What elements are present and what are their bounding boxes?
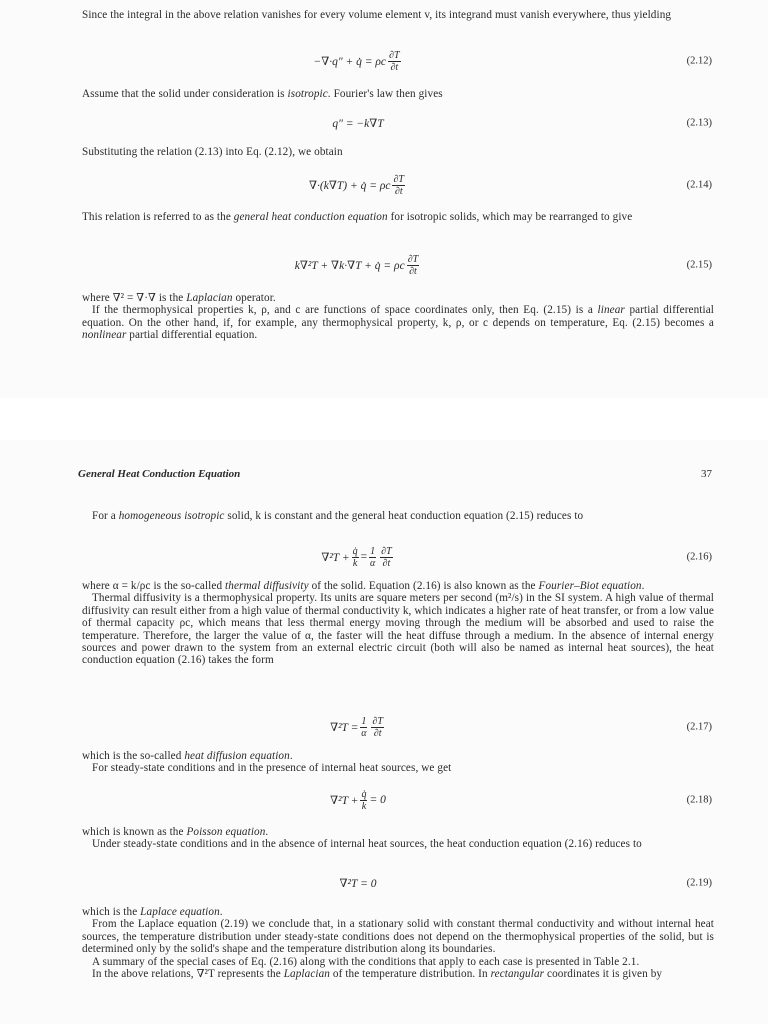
equation-number: (2.19) — [686, 877, 712, 889]
equation-number: (2.18) — [686, 794, 712, 806]
page-gap — [0, 398, 768, 440]
paragraph-integral: Since the integral in the above relation vanishes for every volume element v, its integrand must vanish everywhere, thus yielding — [82, 9, 672, 21]
equation-number: (2.17) — [686, 721, 712, 733]
equation-2-13: q″ = −k∇T (2.13) — [332, 117, 712, 130]
paragraph-general-equation: This relation is referred to as the general heat conduction equation for isotropic solids, which may be rearranged to give — [82, 211, 633, 223]
paragraph-laplacian-linear: where ∇² = ∇·∇ is the Laplacian operator. If the thermophysical properties k, ρ, and c are functions of space coordinates only, then Eq. (2.15) is a linear partial differential equation. On the other hand, if, for example, any thermophysical property, k, ρ, or c depends on temperature, Eq. (2.15) becomes a nonlinear partial differential equation. — [82, 292, 714, 342]
equation-number: (2.16) — [686, 551, 712, 563]
paragraph-substituting: Substituting the relation (2.13) into Eq. (2.12), we obtain — [82, 146, 343, 158]
equation-number: (2.15) — [686, 259, 712, 271]
page-number: 37 — [701, 468, 712, 480]
equation-2-17: ∇²T = $\frac{1}{\alpha}$ $\frac{\partial T}{\partial t}$ (2.17) — [330, 715, 712, 739]
equation-2-19: ∇²T = 0 (2.19) — [339, 877, 712, 890]
equation-number: (2.13) — [686, 117, 712, 129]
running-head: General Heat Conduction Equation — [78, 468, 241, 480]
paragraph-poisson: which is known as the Poisson equation. Under steady-state conditions and in the absence of internal heat sources, the heat conduction equation (2.16) reduces to — [82, 826, 642, 851]
equation-2-12: −∇·q″ + q̇ = ρc $\frac{\partial T}{\partial t}$ (2.12) — [313, 49, 712, 73]
paragraph-laplace: which is the Laplace equation. From the Laplace equation (2.19) we conclude that, in a stationary solid with constant thermal conductivity and without internal heat sources, the temperature distribution under steady-state conditions does not depend on the thermophysical properties of the solid, but is determined only by the solid's shape and the temperature distribution along its boundaries. A summary of the special cases of Eq. (2.16) along with the conditions that apply to each case is presented in Table 2.1. In the above relations, ∇²T represents the Laplacian of the temperature distribution. In rectangular coordinates it is given by — [82, 906, 714, 981]
equation-number: (2.12) — [686, 55, 712, 67]
paragraph-heat-diffusion: which is the so-called heat diffusion equation. For steady-state conditions and in the presence of internal heat sources, we get — [82, 750, 452, 775]
paragraph-thermal-diffusivity: where α = k/ρc is the so-called thermal diffusivity of the solid. Equation (2.16) is also known as the Fourier–Biot equation. Thermal diffusivity is a thermophysical property. Its units are square meters per second (m²/s) in the SI system. A high value of thermal diffusivity can result either from a high value of thermal conductivity k, which indicates a higher rate of heat transfer, or from a low value of thermal capacity ρc, which means that less thermal energy moving through the medium will be absorbed and used to raise the temperature. Therefore, the larger the value of α, the faster will the heat diffuse through a medium. In the absence of internal energy sources and power drawn to the system from an external electric circuit (both will also be named as internal heat sources), the heat conduction equation (2.16) takes the form — [82, 580, 714, 667]
equation-2-14: ∇·(k∇T) + q̇ = ρc $\frac{\partial T}{\partial t}$ (2.14) — [308, 173, 712, 197]
equation-number: (2.14) — [686, 179, 712, 191]
equation-2-15: k∇²T + ∇k·∇T + q̇ = ρc $\frac{\partial T}{\partial t}$ (2.15) — [294, 253, 712, 277]
paragraph-homogeneous: For a homogeneous isotropic solid, k is constant and the general heat conduction equation (2.15) reduces to — [92, 510, 584, 522]
paragraph-isotropic: Assume that the solid under consideration is isotropic. Fourier's law then gives — [82, 88, 443, 100]
equation-2-16: ∇²T + $\frac{q̇}{k}$ = $\frac{1}{\alpha}$ $\frac{\partial T}{\partial t}$ (2.16) — [321, 545, 712, 569]
equation-2-18: ∇²T + $\frac{q̇}{k}$ = 0 (2.18) — [330, 788, 712, 812]
